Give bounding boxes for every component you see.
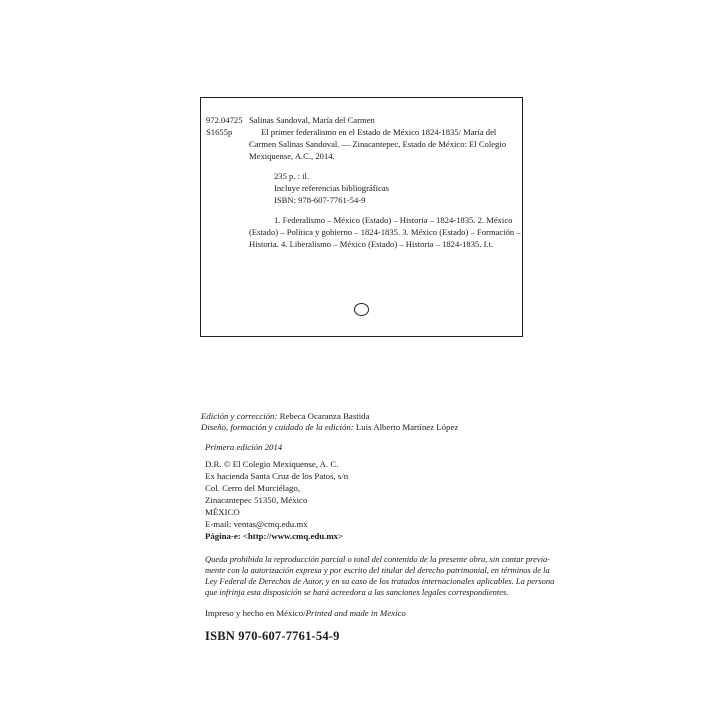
printed-line [205, 608, 406, 620]
card-subject-line-3: Historia. 4. Liberalismo – México (Estado) – Historia – 1824-1835. I.t. [249, 239, 494, 249]
legal-line-1: Queda prohibida la reproducción parcial o total del contenido de la presente obra, sin contar previa- [205, 554, 551, 564]
web-line [205, 531, 343, 543]
card-isbn: ISBN: 978-607-7761-54-9 [274, 195, 366, 205]
card-title-line-2: Carmen Salinas Sandoval. — Zinacantepec, Estado de México: El Colegio [249, 139, 507, 149]
call-number-line-1: 972.04725 [206, 115, 243, 125]
printed-plain: Impreso y hecho en México/ [205, 608, 306, 618]
credit-diseno-value: Luis Alberto Martínez López [355, 422, 459, 432]
printed-italic: Printed and made in Mexico [305, 608, 406, 618]
email-line: E-mail: ventas@cmq.edu.mx [205, 519, 308, 529]
credit-diseno-label: Diseño, formación y cuidado de la edición: [201, 422, 354, 432]
card-references: Incluye referencias bibliográficas [274, 183, 390, 193]
legal-line-3: Ley Federal de Derechos de Autor, y en su caso de los tratados internacionales aplicables. La persona [205, 576, 555, 586]
legal-line-4: que infrinja esta disposición se hará acreedora a las sanciones legales correspondientes. [205, 587, 509, 597]
card-title-line-1: El primer federalismo en el Estado de México 1824-1835/ María del [261, 127, 497, 137]
card-pages: 235 p. : il. [274, 171, 310, 181]
card-hole-icon [354, 303, 369, 316]
credit-edicion-value: Rebeca Ocaranza Bastida [279, 411, 370, 421]
address-line-1: Ex hacienda Santa Cruz de los Patos, s/n [205, 471, 349, 481]
call-number-line-2: S1655p [206, 127, 233, 137]
rights-line: D.R. © El Colegio Mexiquense, A. C. [205, 459, 339, 469]
card-author: Salinas Sandoval, María del Carmen [249, 115, 375, 125]
country-line: MÉXICO [205, 507, 240, 517]
isbn-footer: ISBN 970-607-7761-54-9 [205, 629, 340, 643]
edition-line: Primera edición 2014 [205, 442, 283, 452]
address-line-3: Zinacantepec 51350, México [205, 495, 308, 505]
credit-diseno [201, 421, 458, 433]
address-line-2: Col. Cerro del Murciélago, [205, 483, 301, 493]
legal-line-2: mente con la autorización expresa y por escrito del titular del derecho patrimonial, en términos de la [205, 565, 550, 575]
card-subject-line-2: (Estado) – Política y gobierno – 1824-1835. 3. México (Estado) – Formación – [249, 227, 521, 237]
web-link[interactable]: <http://www.cmq.edu.mx> [242, 531, 344, 541]
web-label: Página-e: [205, 531, 241, 541]
credit-edicion-label: Edición y corrección: [201, 411, 278, 421]
card-title-line-3: Mexiquense, A.C., 2014. [249, 151, 335, 161]
card-subject-line-1: 1. Federalismo – México (Estado) – Historia – 1824-1835. 2. México [274, 215, 513, 225]
